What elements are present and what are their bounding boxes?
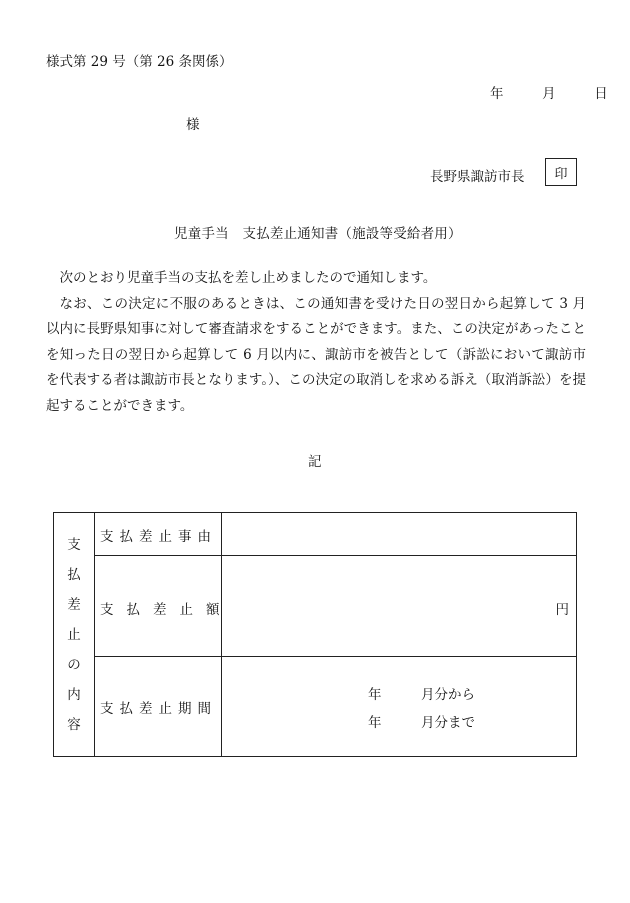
side-label-char: の xyxy=(67,656,81,673)
body-text xyxy=(46,266,586,419)
ki-heading: 記 xyxy=(308,454,322,470)
detail-table xyxy=(53,512,577,757)
amount-label: 支払差止額 xyxy=(100,602,233,618)
addressee-suffix: 様 xyxy=(186,117,200,133)
seal-box: 印 xyxy=(545,158,577,186)
body-paragraph-2: なお、この決定に不服のあるときは、この通知書を受けた日の翌日から起算して 3 月以内に長野県知事に対して審査請求をすることができます。また、この決定があったことを知った日の翌日から起算して 6 月以内に、諏訪市を被告として（訴訟において諏訪市を代表する者は諏訪市長となります。）、この決定の取消しを求める訴え（取消訴訟）を提起することができます。 xyxy=(46,295,586,414)
side-label-char: 止 xyxy=(67,626,81,643)
table-divider-side xyxy=(94,513,95,756)
period-from-year: 年 xyxy=(368,687,382,703)
side-label-char: 支 xyxy=(67,536,81,553)
side-label xyxy=(54,513,94,756)
side-label-char: 払 xyxy=(67,566,81,583)
period-field[interactable] xyxy=(222,657,576,756)
period-label: 支払差止期間 xyxy=(100,701,217,717)
amount-field[interactable] xyxy=(222,556,576,656)
period-to-year: 年 xyxy=(368,715,382,731)
side-label-char: 容 xyxy=(67,716,81,733)
amount-unit: 円 xyxy=(555,602,569,618)
reason-field[interactable] xyxy=(222,513,576,555)
issuer-name: 長野県諏訪市長 xyxy=(430,169,525,185)
date-month: 月 xyxy=(542,86,556,102)
date-day: 日 xyxy=(594,86,608,102)
document-title: 児童手当 支払差止通知書（施設等受給者用） xyxy=(174,226,462,242)
date-year: 年 xyxy=(490,86,504,102)
form-number: 様式第 29 号（第 26 条関係） xyxy=(46,54,233,70)
reason-label: 支払差止事由 xyxy=(100,529,217,545)
period-to-month: 月分まで xyxy=(421,715,475,731)
body-paragraph-1: 次のとおり児童手当の支払を差し止めましたので通知します。 xyxy=(59,270,437,286)
period-from-month: 月分から xyxy=(421,687,475,703)
date-line xyxy=(490,82,608,102)
side-label-char: 差 xyxy=(67,596,81,613)
side-label-char: 内 xyxy=(67,686,81,703)
